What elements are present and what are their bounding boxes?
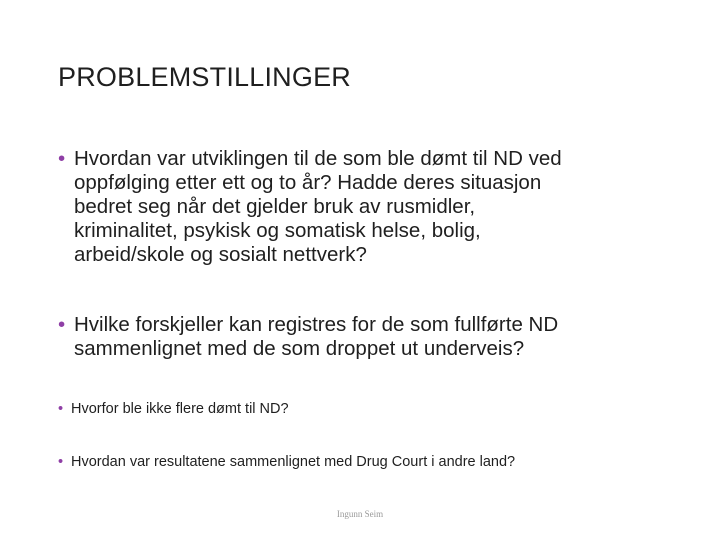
bullet-line: Hvorfor ble ikke flere dømt til ND? (71, 401, 289, 417)
bullet-line: bedret seg når det gjelder bruk av rusmidler, (74, 195, 476, 218)
bullet-item (58, 313, 658, 361)
bullet-text (71, 453, 515, 471)
bullet-item (58, 400, 658, 418)
bullet-line: oppfølging etter ett og to år? Hadde deres situasjon (74, 171, 542, 194)
bullet-icon: • (58, 147, 66, 170)
bullet-line: sammenlignet med de som droppet ut underveis? (74, 337, 525, 360)
bullet-item (58, 453, 678, 471)
bullet-text (74, 147, 562, 267)
bullet-line: Hvilke forskjeller kan registres for de som fullførte ND (74, 313, 559, 336)
bullet-text (71, 400, 289, 418)
slide-title: PROBLEMSTILLINGER (58, 62, 351, 92)
bullet-icon: • (58, 401, 64, 417)
bullet-icon: • (58, 454, 64, 470)
bullet-icon: • (58, 313, 66, 336)
bullet-line: Hvordan var utviklingen til de som ble dømt til ND ved (74, 147, 562, 170)
bullet-line: Hvordan var resultatene sammenlignet med Drug Court i andre land? (71, 454, 516, 470)
bullet-text (74, 313, 558, 361)
bullet-item (58, 147, 658, 267)
slide-footer: Ingunn Seim (336, 509, 384, 519)
bullet-line: arbeid/skole og sosialt nettverk? (74, 243, 367, 266)
bullet-line: kriminalitet, psykisk og somatisk helse, bolig, (74, 219, 481, 242)
